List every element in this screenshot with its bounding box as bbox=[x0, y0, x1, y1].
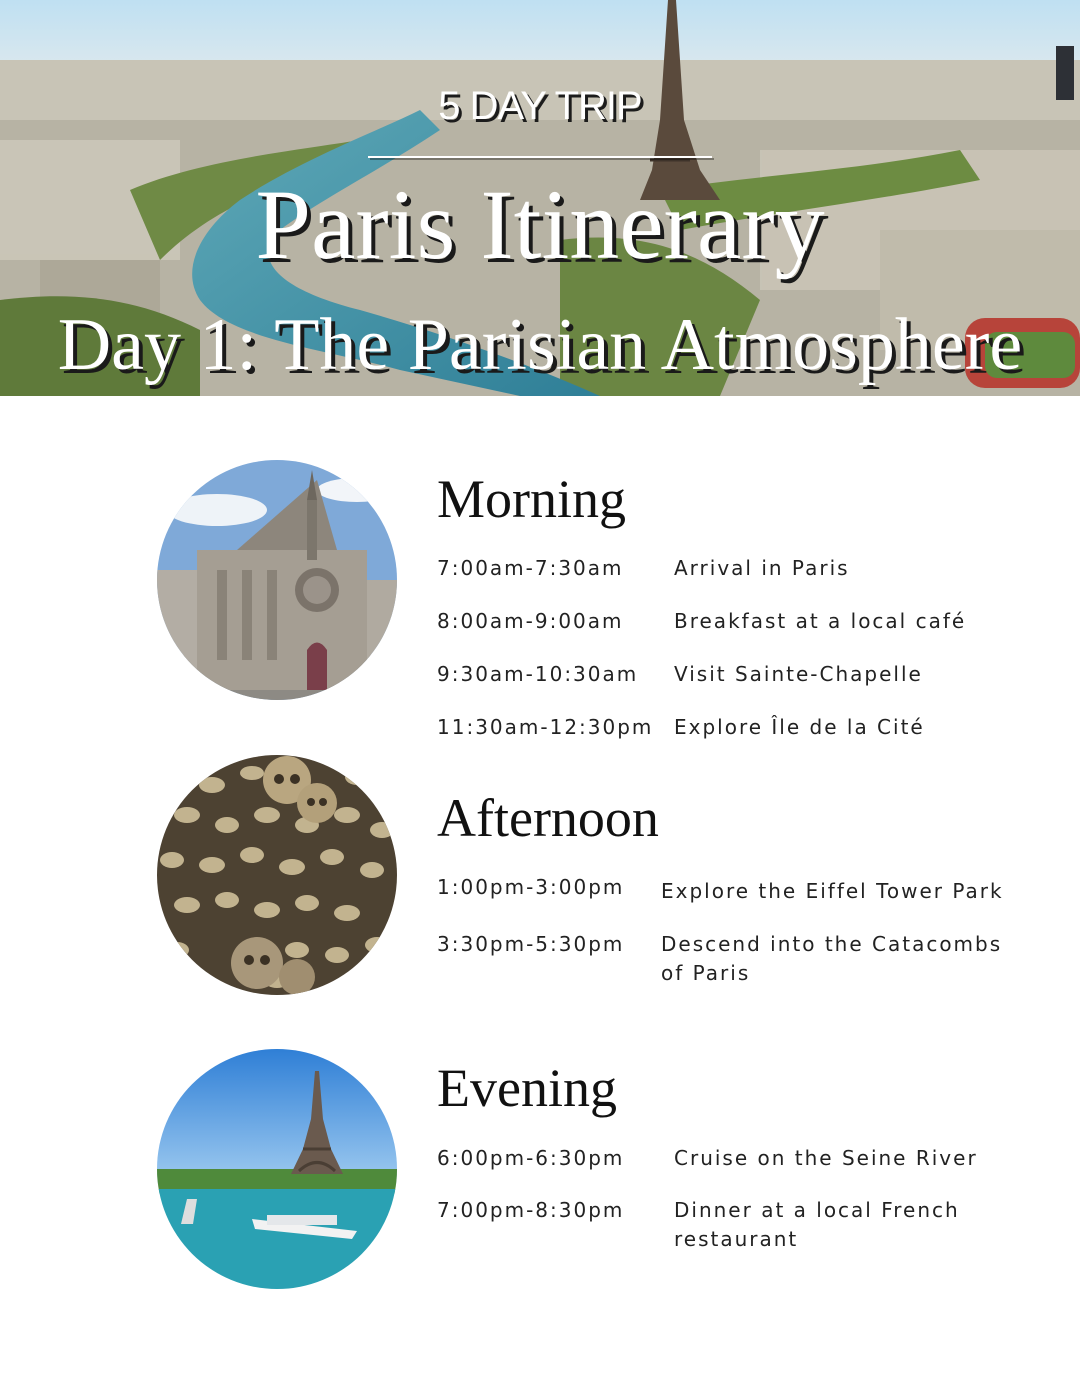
activity-label: Visit Sainte-Chapelle bbox=[674, 662, 923, 686]
time-slot: 9:30am-10:30am bbox=[437, 662, 639, 686]
sainte-chapelle-photo bbox=[157, 460, 397, 700]
time-slot: 7:00pm-8:30pm bbox=[437, 1198, 625, 1222]
hero-banner bbox=[0, 0, 1080, 396]
title-divider bbox=[368, 156, 712, 158]
activity-label: Descend into the Catacombs of Paris bbox=[661, 932, 1003, 985]
activity-label: Breakfast at a local café bbox=[674, 609, 967, 633]
seine-river-photo bbox=[157, 1049, 397, 1289]
day-title: Day 1: The Parisian Atmosphere bbox=[57, 304, 1023, 386]
activity-label: Dinner at a local French restaurant bbox=[674, 1198, 960, 1251]
time-slot: 1:00pm-3:00pm bbox=[437, 875, 625, 899]
activity-label: Arrival in Paris bbox=[674, 556, 850, 580]
catacombs-photo bbox=[157, 755, 397, 995]
section-title-evening: Evening bbox=[437, 1058, 617, 1118]
page-title: Paris Itinerary bbox=[255, 169, 825, 280]
time-slot: 8:00am-9:00am bbox=[437, 609, 624, 633]
time-slot: 7:00am-7:30am bbox=[437, 556, 624, 580]
time-slot: 6:00pm-6:30pm bbox=[437, 1146, 625, 1170]
section-title-morning: Morning bbox=[437, 469, 626, 529]
trip-length-kicker: 5 DAY TRIP bbox=[438, 84, 642, 128]
activity-label: Explore Île de la Cité bbox=[674, 715, 925, 739]
activity-label: Explore the Eiffel Tower Park bbox=[661, 879, 1004, 903]
time-slot: 3:30pm-5:30pm bbox=[437, 932, 625, 956]
section-title-afternoon: Afternoon bbox=[437, 788, 659, 848]
time-slot: 11:30am-12:30pm bbox=[437, 715, 654, 739]
activity-label: Cruise on the Seine River bbox=[674, 1146, 978, 1170]
